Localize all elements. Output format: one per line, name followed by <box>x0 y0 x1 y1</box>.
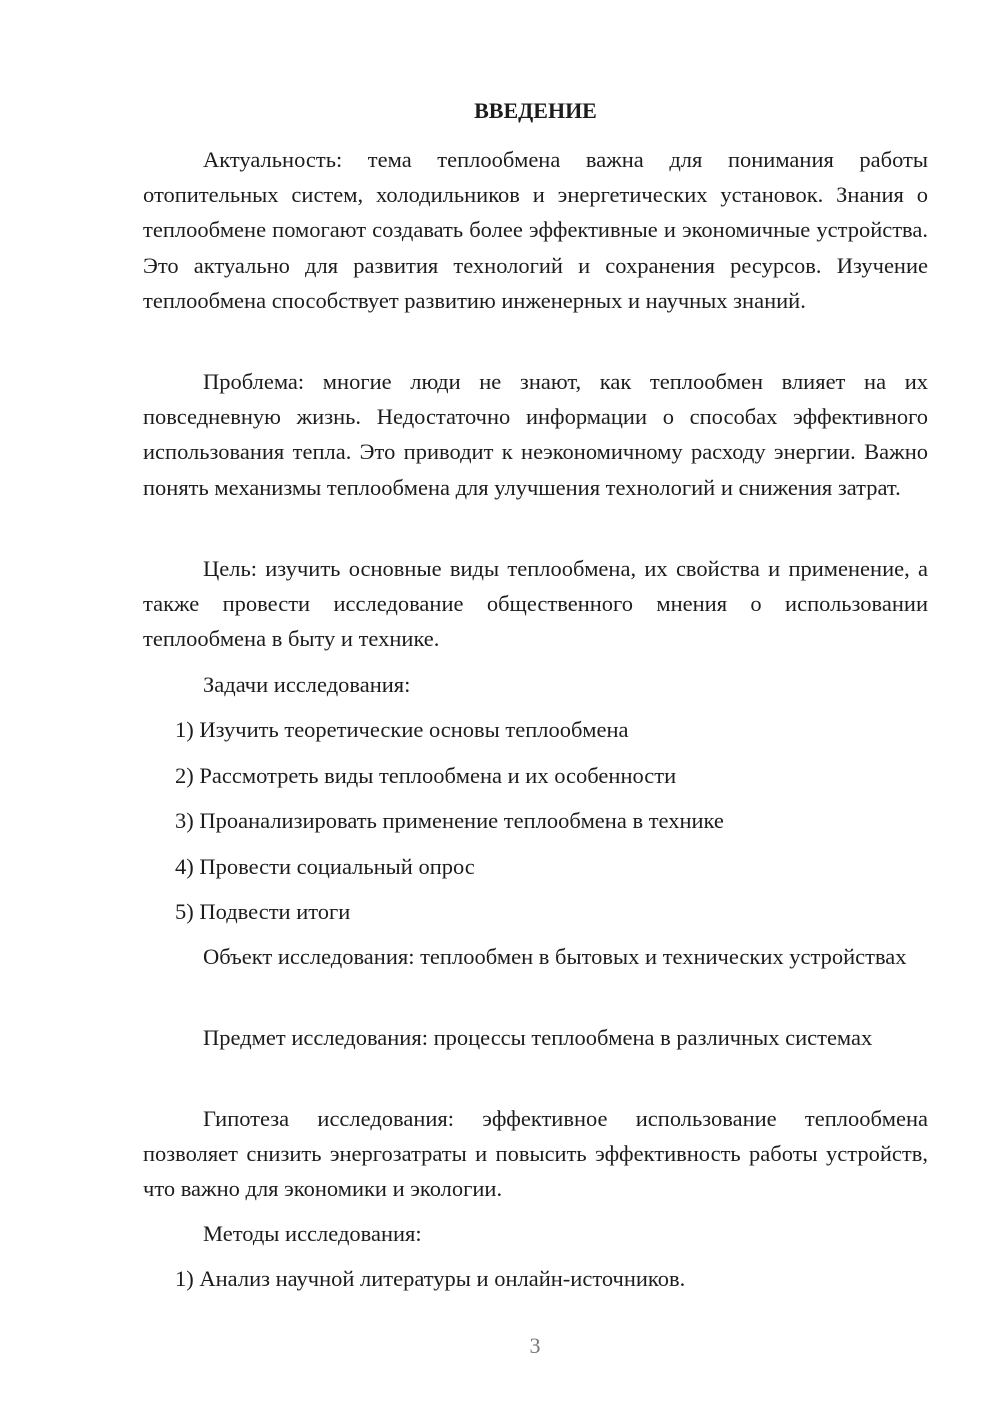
task-item: 4) Провести социальный опрос <box>175 854 475 879</box>
goal-paragraph: Цель: изучить основные виды теплообмена, их свойства и применение, а также провести исследование общественного мнения о использовании теплообмена в быту и технике. <box>143 556 928 652</box>
relevance-paragraph: Актуальность: тема теплообмена важна для понимания работы отопительных систем, холодильников и энергетических установок. Знания о теплообмене помогают создавать более эффективные и экономичные устройства. Это актуально для развития технологий и сохранения ресурсов. Изучение теплообмена способствует развитию инженерных и научных знаний. <box>143 147 928 313</box>
task-item: 5) Подвести итоги <box>175 899 351 924</box>
subject-paragraph: Предмет исследования: процессы теплообмена в различных системах <box>203 1025 873 1050</box>
task-item: 3) Проанализировать применение теплообмена в технике <box>175 808 724 833</box>
object-paragraph: Объект исследования: теплообмен в бытовых и технических устройствах <box>203 944 907 969</box>
hypothesis-paragraph: Гипотеза исследования: эффективное использование теплообмена позволяет снизить энергозатраты и повысить эффективность работы устройств, что важно для экономики и экологии. <box>143 1106 928 1202</box>
method-item: 1) Анализ научной литературы и онлайн-источников. <box>175 1266 686 1291</box>
task-item: 1) Изучить теоретические основы теплообмена <box>175 717 629 742</box>
page-number: 3 <box>529 1333 541 1358</box>
tasks-label: Задачи исследования: <box>203 672 411 697</box>
problem-paragraph: Проблема: многие люди не знают, как теплообмен влияет на их повседневную жизнь. Недостаточно информации о способах эффективного использования тепла. Это приводит к неэкономичному расходу энергии. Важно понять механизмы теплообмена для улучшения технологий и снижения затрат. <box>143 369 928 500</box>
task-item: 2) Рассмотреть виды теплообмена и их особенности <box>175 763 677 788</box>
page-heading: ВВЕДЕНИЕ <box>474 98 597 123</box>
methods-label: Методы исследования: <box>203 1221 422 1246</box>
